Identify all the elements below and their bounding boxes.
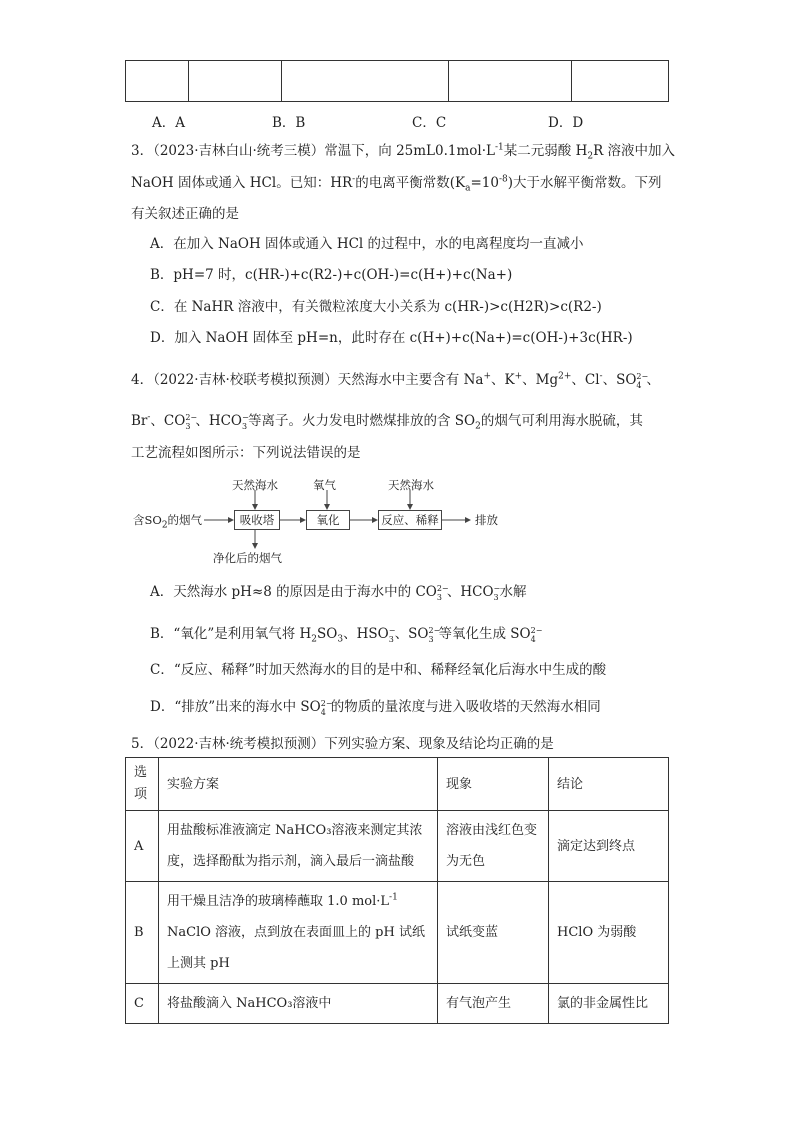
q4-option-b[interactable]: B．“氧化”是利用氧气将 $H_2SO_3$、HSO − 3 、SO 2− 3 等氧化生成 SO 2− 4 <box>150 625 543 645</box>
q3-stem-line3: 有关叙述正确的是 <box>131 206 239 222</box>
header-plan: 实验方案 <box>159 758 438 811</box>
choice-a[interactable]: A．A <box>152 115 185 131</box>
row-a-plan: 用盐酸标准液滴定 NaHCO₃溶液来测定其浓度，选择酚酞为指示剂，滴入最后一滴盐酸 <box>159 811 438 882</box>
table-cell <box>449 61 572 102</box>
q4-stem-line2: Br-、CO 2− 3 、HCO − 3 等离子。火力发电时燃煤排放的含 $SO_2$的烟气可利用海水脱硫，其 <box>131 412 643 432</box>
q5-table <box>125 757 669 1024</box>
row-b-option[interactable]: B <box>126 882 159 984</box>
table-cell <box>189 61 282 102</box>
table-row <box>126 882 669 984</box>
q3-option-c[interactable]: C．在 NaHR 溶液中，有关微粒浓度大小关系为 c(HR-)>c(H2R)>c(R2-) <box>150 299 602 315</box>
q5-stem: 5．（2022·吉林·统考模拟预测）下列实验方案、现象及结论均正确的是 <box>131 736 554 752</box>
q3-option-b[interactable]: B．pH=7 时，c(HR-)+c(R2-)+c(OH-)=c(H+)+c(Na+) <box>150 267 513 283</box>
row-c-phenomenon: 有气泡产生 <box>438 984 549 1024</box>
row-b-plan: 用干燥且洁净的玻璃棒蘸取 1.0 $mol\cdot L^{-1}$ NaClO 溶液，点到放在表面皿上的 pH 试纸上测其 pH <box>159 882 438 984</box>
q3-stem-line1: 3．（2023·吉林白山·统考三模）常温下，向 $25mL0.1mol\cdot L^{-1}$某二元弱酸 $H_2R$ 溶液中加入 <box>131 142 676 162</box>
q3-option-a[interactable]: A．在加入 NaOH 固体或通入 HCl 的过程中，水的电离程度均一直减小 <box>150 236 584 252</box>
header-phenomenon: 现象 <box>438 758 549 811</box>
choice-b[interactable]: B．B <box>272 115 306 131</box>
row-a-conclusion: 滴定达到终点 <box>549 811 669 882</box>
row-c-option[interactable]: C <box>126 984 159 1024</box>
choice-c[interactable]: C．C <box>412 115 447 131</box>
table-header-row <box>126 758 669 811</box>
table-row <box>126 984 669 1024</box>
header-conclusion: 结论 <box>549 758 669 811</box>
q4-option-d[interactable]: D．“排放”出来的海水中 SO 2− 4 的物质的量浓度与进入吸收塔的天然海水相同 <box>150 698 601 717</box>
box-absorber: 吸收塔 <box>234 510 280 530</box>
label-clean-gas: 净化后的烟气 <box>213 551 282 565</box>
header-option: 选项 <box>126 758 159 811</box>
row-c-conclusion: 氯的非金属性比 <box>549 984 669 1024</box>
choice-d[interactable]: D．D <box>548 115 584 131</box>
label-input-gas: 含$SO_2$的烟气 <box>133 513 203 531</box>
box-react-dilute: 反应、稀释 <box>378 510 442 530</box>
table-row <box>126 811 669 882</box>
table-cell <box>126 61 189 102</box>
row-c-plan: 将盐酸滴入 NaHCO₃溶液中 <box>159 984 438 1024</box>
row-a-option[interactable]: A <box>126 811 159 882</box>
label-discharge: 排放 <box>475 513 498 527</box>
table-cell <box>572 61 669 102</box>
q4-option-c[interactable]: C．“反应、稀释”时加天然海水的目的是中和、稀释经氧化后海水中生成的酸 <box>150 662 607 678</box>
q4-option-a[interactable]: A．天然海水 pH≈8 的原因是由于海水中的 CO 2− 3 、HCO − 3 水解 <box>150 583 527 602</box>
row-b-phenomenon: 试纸变蓝 <box>438 882 549 984</box>
q3-option-d[interactable]: D．加入 NaOH 固体至 pH=n，此时存在 c(H+)+c(Na+)=c(OH-)+3c(HR-) <box>150 330 633 346</box>
row-a-phenomenon: 溶液由浅红色变为无色 <box>438 811 549 882</box>
label-seawater-2: 天然海水 <box>388 478 434 492</box>
q3-stem-line2: NaOH 固体或通入 HCl。已知：HR-的电离平衡常数$(K_a=10^{-8})$大于水解平衡常数。下列 <box>131 174 662 194</box>
table-cell <box>282 61 449 102</box>
q4-stem-line3: 工艺流程如图所示：下列说法错误的是 <box>131 445 361 461</box>
box-oxidize: 氧化 <box>306 510 350 530</box>
label-oxygen: 氧气 <box>313 478 336 492</box>
q4-stem-line1: 4．（2022·吉林·校联考模拟预测）天然海水中主要含有 Na+、K+、$Mg^{2+}$、Cl-、SO 2− 4 、 <box>131 371 660 390</box>
previous-table-remnant <box>125 60 669 102</box>
row-b-conclusion: HClO 为弱酸 <box>549 882 669 984</box>
label-seawater-1: 天然海水 <box>232 478 278 492</box>
